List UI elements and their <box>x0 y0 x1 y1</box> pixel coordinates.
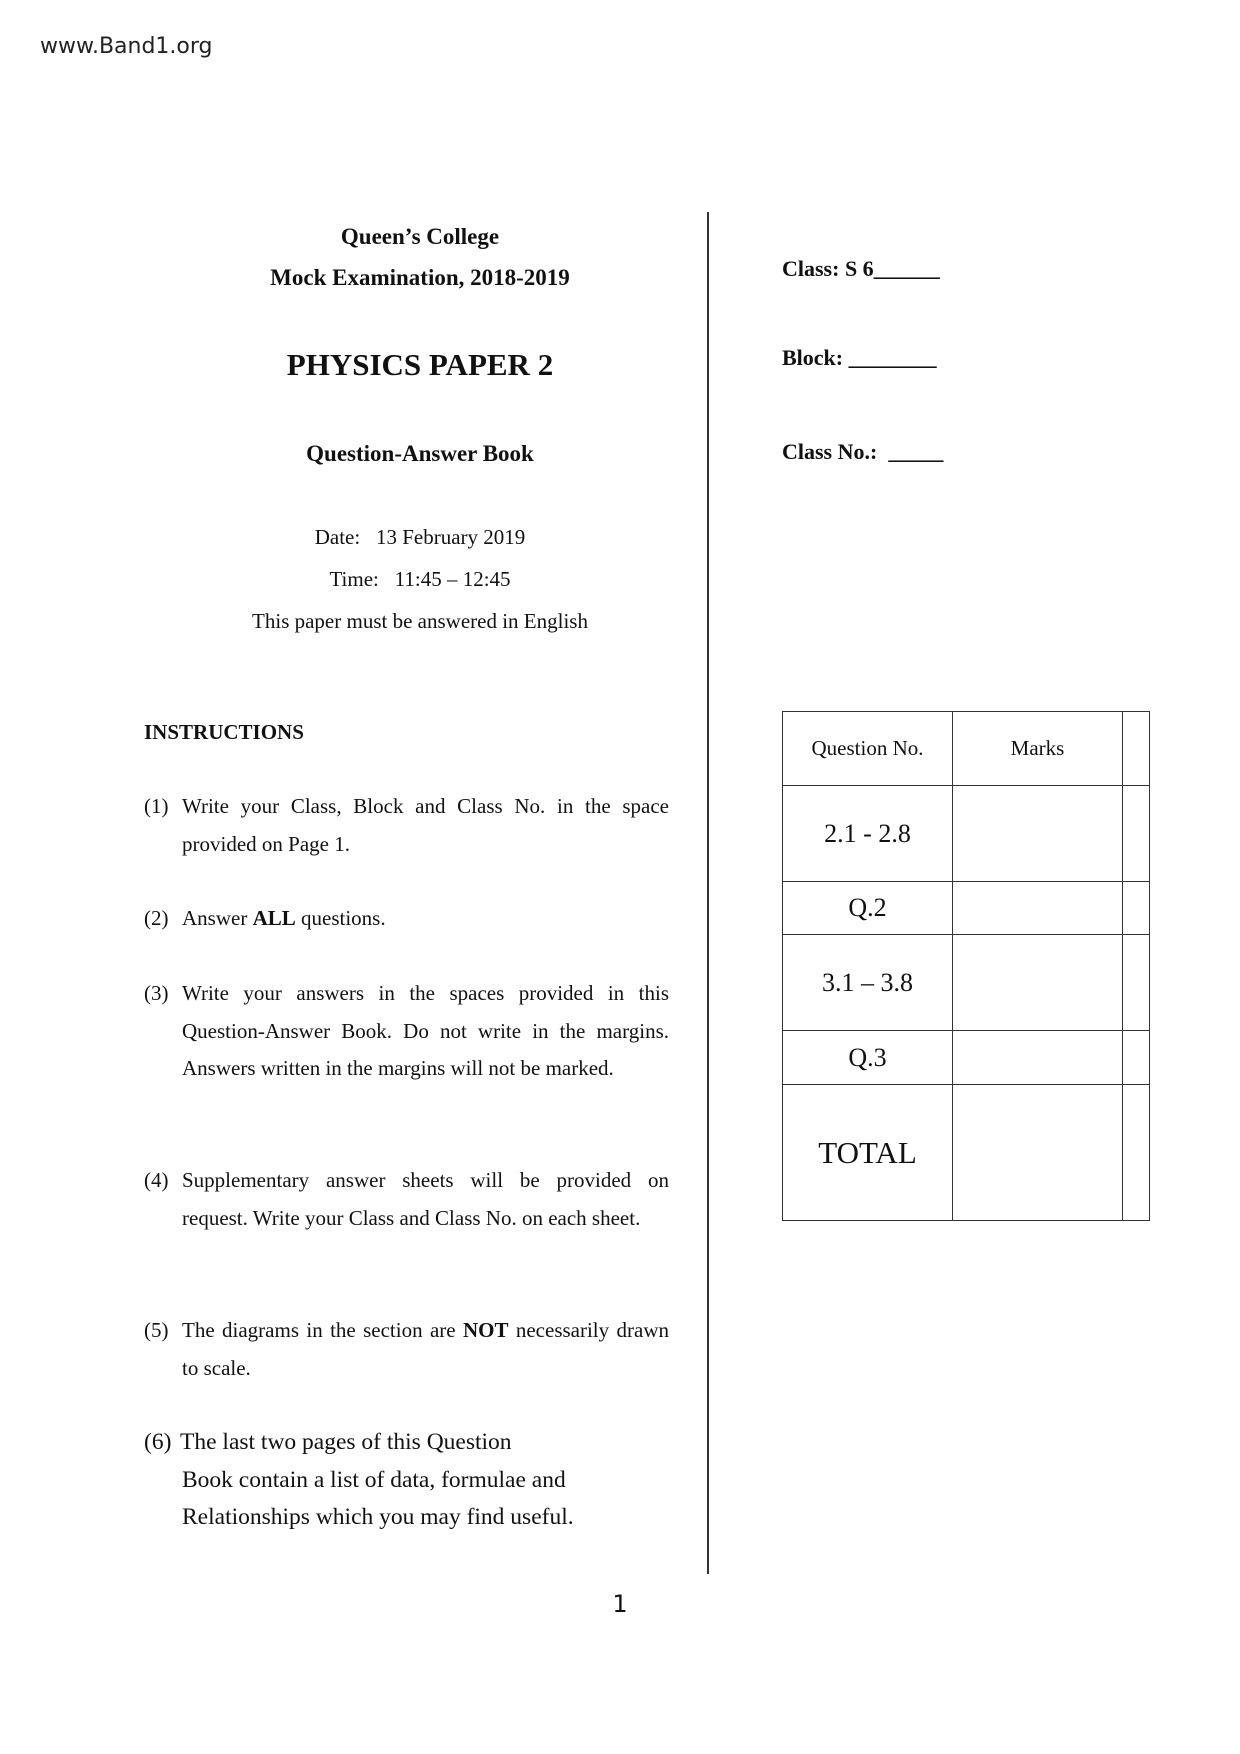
table-row <box>783 1031 1150 1085</box>
item-text: Book contain a list of data, formulae and <box>182 1466 566 1493</box>
instruction-item <box>144 1312 669 1387</box>
book-title: Question-Answer Book <box>306 441 534 466</box>
question-cell: 3.1 – 3.8 <box>783 935 953 1031</box>
item-text <box>182 900 669 938</box>
question-cell: 2.1 - 2.8 <box>783 786 953 882</box>
header-marks: Marks <box>953 712 1123 786</box>
table-row <box>783 882 1150 935</box>
item-number: (3) <box>144 981 169 1005</box>
subject-title: PHYSICS PAPER 2 <box>286 347 554 382</box>
table-row-total <box>783 1085 1150 1221</box>
blank-cell <box>1123 786 1150 882</box>
marks-cell[interactable] <box>953 786 1123 882</box>
exam-date <box>140 525 700 550</box>
item-text: Write your Class, Block and Class No. in the space provided on Page 1. <box>182 794 669 856</box>
question-cell: Q.3 <box>783 1031 953 1085</box>
item-text: The last two pages of this Question <box>180 1429 512 1455</box>
header-question-no: Question No. <box>783 712 953 786</box>
watermark-url: www.Band1.org <box>40 34 213 59</box>
emphasis: ALL <box>252 906 296 930</box>
item-text: Supplementary answer sheets will be provided on request. Write your Class and Class No. on each sheet. <box>182 1168 669 1230</box>
item-number: (4) <box>144 1168 169 1192</box>
instruction-item <box>144 1162 669 1237</box>
item-number: (1) <box>144 794 169 818</box>
item-text: Relationships which you may find useful. <box>182 1504 574 1530</box>
instruction-item <box>144 788 669 863</box>
marks-cell[interactable] <box>953 935 1123 1031</box>
language-note: This paper must be answered in English <box>252 609 588 633</box>
column-divider <box>707 212 709 1574</box>
blank-cell <box>1123 712 1150 786</box>
text-part: questions. <box>295 906 386 930</box>
page-number: 1 <box>612 1590 628 1618</box>
blank-cell <box>1123 882 1150 935</box>
instruction-item <box>144 1424 669 1537</box>
date-value: 13 February 2019 <box>375 525 526 549</box>
class-no-label: Class No.: <box>782 439 878 464</box>
table-row <box>783 786 1150 882</box>
item-number: (5) <box>144 1318 169 1342</box>
blank-cell <box>1123 935 1150 1031</box>
block-label: Block: <box>782 345 844 370</box>
text-part: Answer <box>182 906 253 930</box>
item-text <box>182 1312 669 1387</box>
item-text: Write your answers in the spaces provided in this Question-Answer Book. Do not write in the margins. Answers written in the margins will not be marked. <box>182 981 669 1080</box>
class-field[interactable] <box>782 256 940 282</box>
marks-cell[interactable] <box>953 1085 1123 1221</box>
date-label: Date: <box>314 525 361 549</box>
marks-cell[interactable] <box>953 1031 1123 1085</box>
instruction-item <box>144 975 669 1088</box>
exam-title: Mock Examination, 2018-2019 <box>270 265 570 290</box>
question-cell: Q.2 <box>783 882 953 935</box>
instructions-heading: INSTRUCTIONS <box>144 720 304 744</box>
class-no-field[interactable] <box>782 439 943 465</box>
block-field[interactable] <box>782 345 937 371</box>
instruction-item <box>144 900 669 938</box>
item-number: (2) <box>144 906 169 930</box>
emphasis: NOT <box>462 1318 509 1342</box>
marks-cell[interactable] <box>953 882 1123 935</box>
blank-cell <box>1123 1031 1150 1085</box>
table-row <box>783 935 1150 1031</box>
time-value: 11:45 – 12:45 <box>394 567 511 591</box>
table-header-row <box>783 712 1150 786</box>
blank-cell <box>1123 1085 1150 1221</box>
class-no-blank[interactable]: _____ <box>888 439 944 464</box>
school-name: Queen’s College <box>340 224 500 249</box>
item-number: (6) <box>144 1429 172 1455</box>
time-label: Time: <box>329 567 379 591</box>
text-part: necessarily drawn to scale. <box>182 1318 669 1380</box>
question-cell: TOTAL <box>783 1085 953 1221</box>
marks-table <box>782 711 1150 1221</box>
block-blank[interactable]: ________ <box>848 345 937 370</box>
class-label: Class: S 6 <box>782 256 874 281</box>
exam-time <box>140 567 700 592</box>
text-part: The diagrams in the section are <box>182 1318 463 1342</box>
class-blank[interactable]: ______ <box>873 256 940 281</box>
